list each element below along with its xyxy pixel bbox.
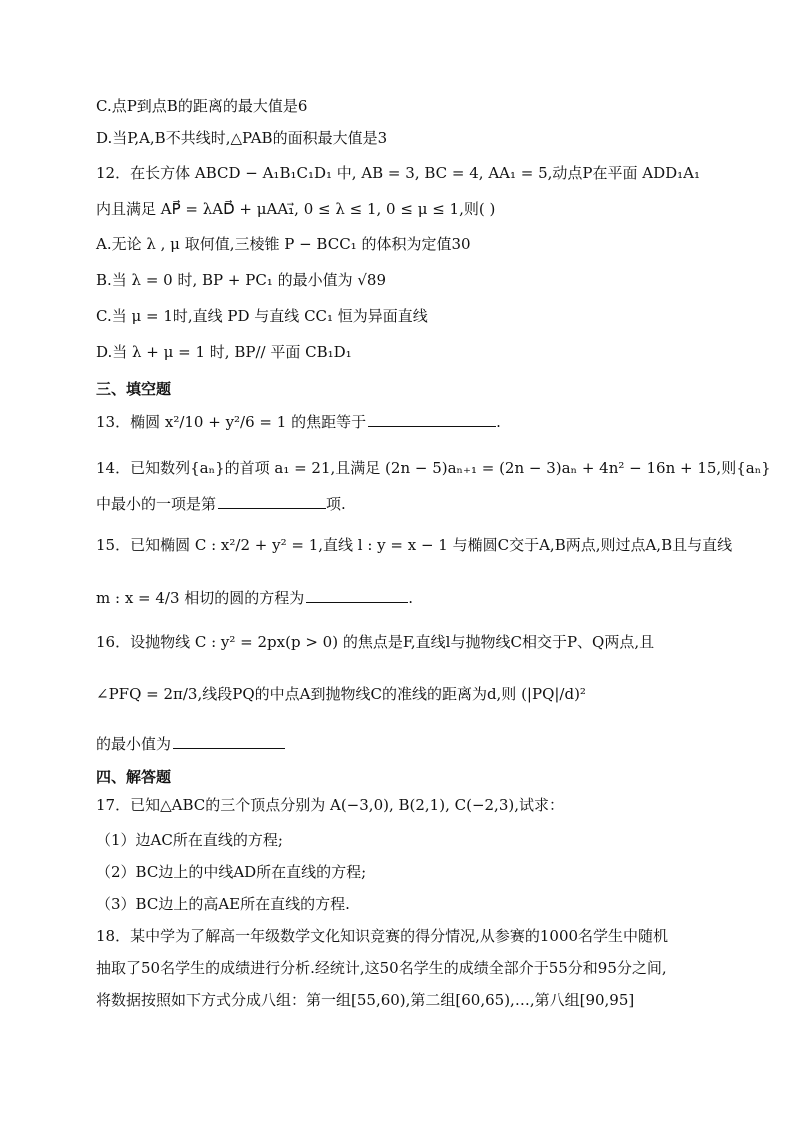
line-text: 抽取了50名学生的成绩进行分析.经统计,这50名学生的成绩全部介于55分和95分之间, [96,959,667,977]
text-line [96,234,471,254]
line-text: （1）边AC所在直线的方程; [96,831,283,849]
text-line [96,734,285,754]
answer-blank[interactable] [368,412,496,427]
line-text: C.点P到点B的距离的最大值是6 [96,97,308,115]
text-line [96,958,667,978]
line-text: 的最小值为 [96,735,172,753]
text-line [96,96,307,116]
text-line [96,412,501,432]
line-text: 15．已知椭圆 C : x²/2 + y² = 1,直线 l : y = x − 1 与椭圆C交于A,B两点,则过点A,B且与直线 [96,536,733,554]
line-text: 内且满足 AP⃗ = λAD⃗ + μAA₁⃗, 0 ≤ λ ≤ 1, 0 ≤ μ ≤ 1,则( ) [96,200,496,218]
line-text: 17．已知△ABC的三个顶点分别为 A(−3,0), B(2,1), C(−2,3),试求： [96,796,564,814]
line-suffix: 项. [326,495,346,513]
text-line [96,163,700,183]
line-text: 18．某中学为了解高一年级数学文化知识竞赛的得分情况,从参赛的1000名学生中随机 [96,927,669,945]
text-line [96,926,668,946]
answer-blank[interactable] [218,494,326,509]
line-suffix: . [408,589,414,607]
section-heading [96,767,171,787]
answer-blank[interactable] [173,734,285,749]
line-text: D.当 λ + μ = 1 时, BP// 平面 CB₁D₁ [96,343,352,361]
text-line [96,684,586,704]
text-line [96,862,366,882]
text-line [96,306,428,326]
line-text: C.当 μ = 1时,直线 PD 与直线 CC₁ 恒为异面直线 [96,307,428,325]
line-suffix: . [496,413,501,431]
line-text: 13．椭圆 x²/10 + y²/6 = 1 的焦距等于 [96,413,367,431]
line-text: 中最小的一项是第 [96,495,217,513]
text-line [96,632,654,652]
text-line [96,588,413,608]
line-text: 三、填空题 [96,380,172,398]
line-text: （3）BC边上的高AE所在直线的方程. [96,895,350,913]
line-text: B.当 λ = 0 时, BP + PC₁ 的最小值为 √89 [96,271,387,289]
text-line [96,128,387,148]
answer-blank[interactable] [306,588,408,603]
line-text: D.当P,A,B不共线时,△PAB的面积最大值是3 [96,129,388,147]
text-line [96,458,771,478]
section-heading [96,379,171,399]
text-line [96,270,386,290]
line-text: ∠PFQ = 2π/3,线段PQ的中点A到抛物线C的准线的距离为d,则 (|PQ|/d)² [96,685,586,703]
text-line [96,795,564,815]
text-line [96,990,634,1010]
text-line [96,894,350,914]
line-text: 四、解答题 [96,768,172,786]
line-text: 14．已知数列{aₙ}的首项 a₁ = 21,且满足 (2n − 5)aₙ₊₁ = (2n − 3)aₙ + 4n² − 16n + 15,则{aₙ} [96,459,771,477]
text-line [96,830,283,850]
line-text: 12．在长方体 ABCD − A₁B₁C₁D₁ 中, AB = 3, BC = 4, AA₁ = 5,动点P在平面 ADD₁A₁ [96,164,701,182]
line-text: （2）BC边上的中线AD所在直线的方程; [96,863,367,881]
line-text: A.无论 λ , μ 取何值,三棱锥 P − BCC₁ 的体积为定值30 [96,235,471,253]
text-line [96,535,732,555]
text-line [96,199,495,219]
text-line [96,494,346,514]
line-text: 将数据按照如下方式分成八组：第一组[55,60),第二组[60,65),…,第八组[90,95] [96,991,635,1009]
line-text: 16．设抛物线 C : y² = 2px(p > 0) 的焦点是F,直线l与抛物线C相交于P、Q两点,且 [96,633,655,651]
line-text: m : x = 4/3 相切的圆的方程为 [96,589,305,607]
text-line [96,342,352,362]
